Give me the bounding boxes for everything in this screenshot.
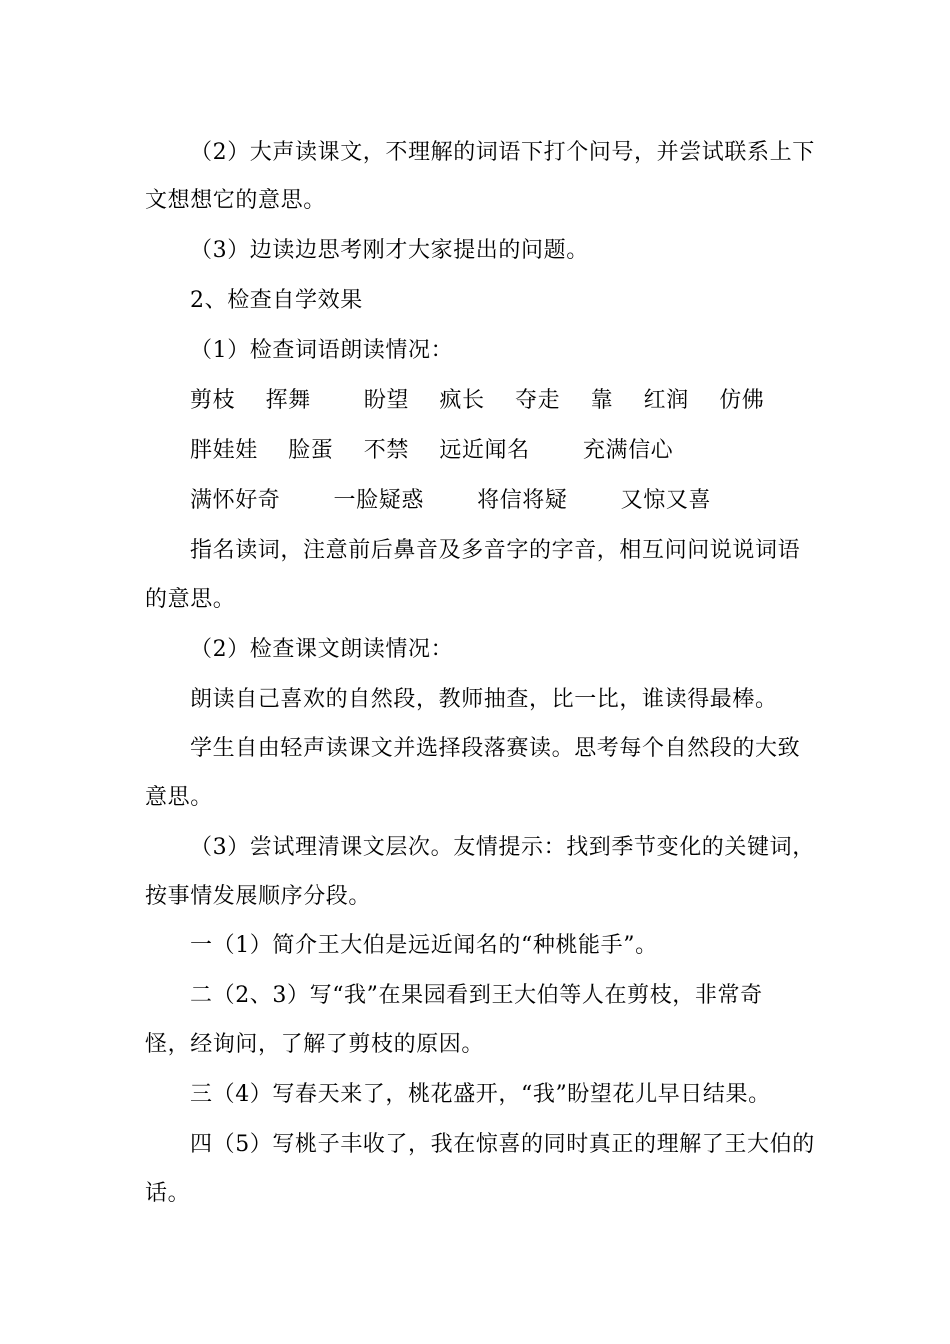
paragraph-line: （3）尝试理清课文层次。友情提示：找到季节变化的关键词， xyxy=(190,835,815,860)
vocabulary-row: 剪枝 挥舞 盼望 疯长 夺走 靠 红润 仿佛 xyxy=(190,388,765,413)
paragraph-line: 一（1）简介王大伯是远近闻名的“种桃能手”。 xyxy=(190,933,658,958)
paragraph-line: （3）边读边思考刚才大家提出的问题。 xyxy=(190,238,589,263)
paragraph-line: （1）检查词语朗读情况： xyxy=(190,338,454,363)
paragraph-line: 的意思。 xyxy=(145,587,236,612)
paragraph-line: 文想想它的意思。 xyxy=(145,188,326,213)
paragraph-line: 指名读词，注意前后鼻音及多音字的字音，相互问问说说词语 xyxy=(190,538,801,563)
paragraph-line: 意思。 xyxy=(145,785,213,810)
paragraph-line: 朗读自己喜欢的自然段，教师抽查，比一比，谁读得最棒。 xyxy=(190,687,778,712)
paragraph-line: 学生自由轻声读课文并选择段落赛读。思考每个自然段的大致 xyxy=(190,736,801,761)
paragraph-line: 三（4）写春天来了，桃花盛开，“我”盼望花儿早日结果。 xyxy=(190,1082,771,1107)
section-heading: 2、检查自学效果 xyxy=(190,288,363,313)
paragraph-line: （2）检查课文朗读情况： xyxy=(190,637,454,662)
paragraph-line: 按事情发展顺序分段。 xyxy=(145,884,372,909)
paragraph-line: （2）大声读课文，不理解的词语下打个问号，并尝试联系上下 xyxy=(190,140,815,165)
paragraph-line: 怪，经询问，了解了剪枝的原因。 xyxy=(145,1032,485,1057)
vocabulary-row: 胖娃娃 脸蛋 不禁 远近闻名 充满信心 xyxy=(190,438,674,463)
paragraph-line: 四（5）写桃子丰收了，我在惊喜的同时真正的理解了王大伯的 xyxy=(190,1132,815,1157)
paragraph-line: 二（2、3）写“我”在果园看到王大伯等人在剪枝，非常奇 xyxy=(190,983,763,1008)
paragraph-line: 话。 xyxy=(145,1181,191,1206)
vocabulary-row: 满怀好奇 一脸疑惑 将信将疑 又惊又喜 xyxy=(190,488,712,513)
